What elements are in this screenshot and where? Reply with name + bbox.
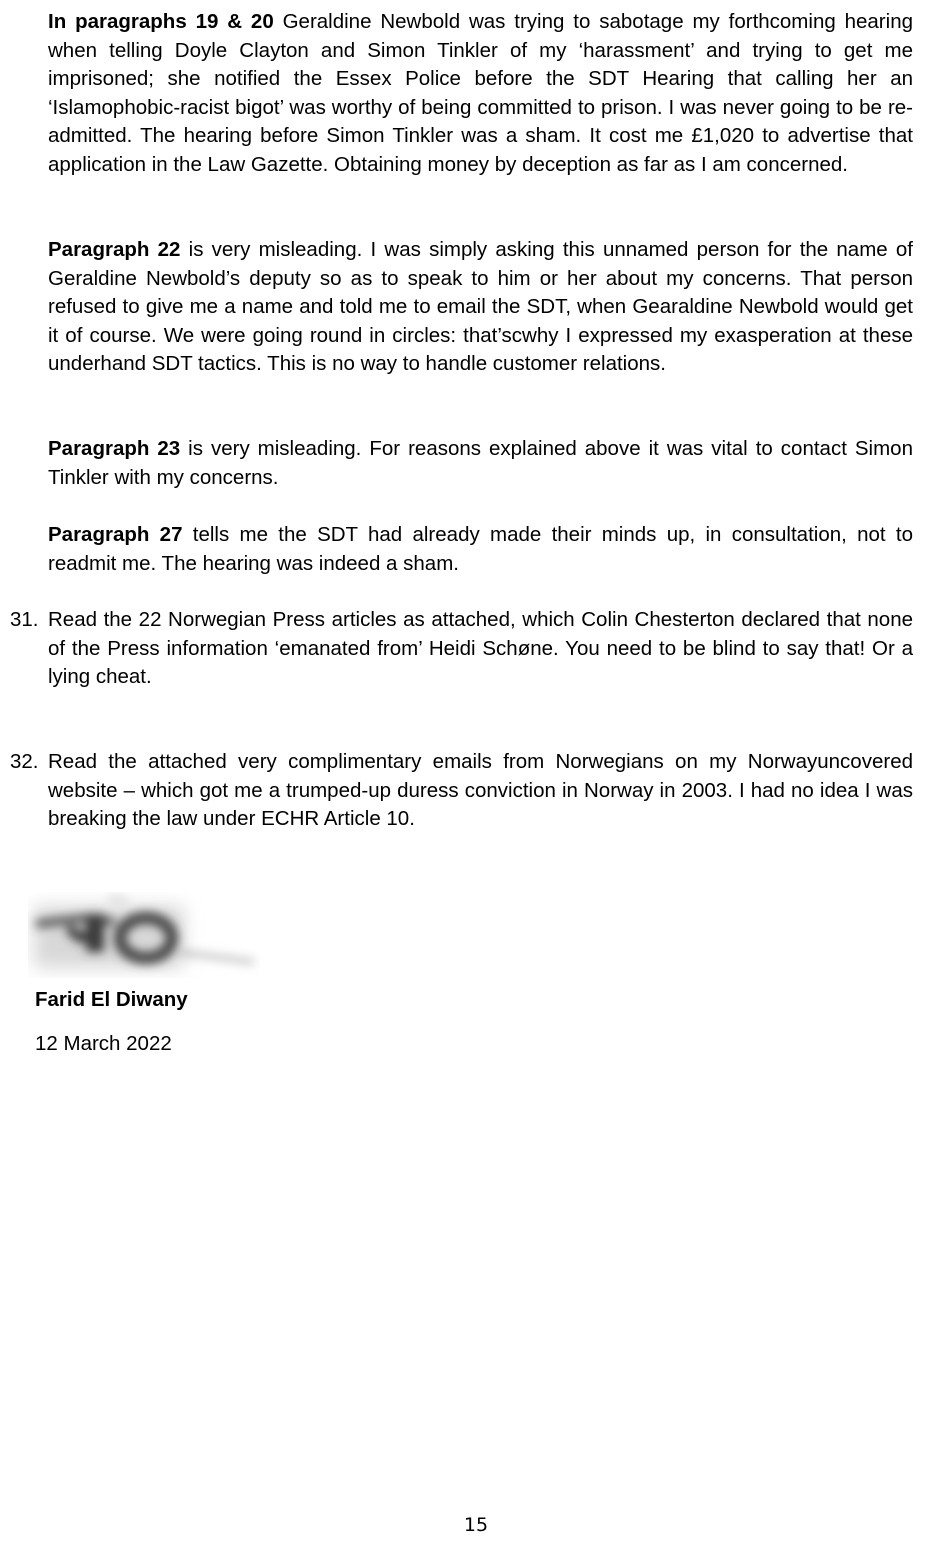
paragraph-19-20 xyxy=(48,8,913,180)
signature-date: 12 March 2022 xyxy=(35,1032,172,1055)
paragraph-23 xyxy=(48,435,913,492)
item-text-31: Read the 22 Norwegian Press articles as attached, which Colin Chesterton declared that none of the Press information ‘emanated from’ Heidi Schøne. You need to be blind to say that! Or a lying cheat. xyxy=(48,608,913,689)
item-number-32: 32. xyxy=(10,750,39,773)
paragraph-text: Geraldine Newbold was trying to sabotage my forthcoming hearing when telling Doyle Clayton and Simon Tinkler of my ‘harassment’ and trying to get me imprisoned; she notified the Essex Police before the SDT Hearing that calling her an ‘Islamophobic-racist bigot’ was worthy of being committed to prison. I was never going to be re-admitted. The hearing before Simon Tinkler was a sham. It cost me £1,020 to advertise that application in the Law Gazette. Obtaining money by deception as far as I am concerned. xyxy=(48,10,913,176)
paragraph-text: tells me the SDT had already made their minds up, in consultation, not to readmit me. The hearing was indeed a sham. xyxy=(48,523,913,575)
item-number-31: 31. xyxy=(10,608,39,631)
item-text-32: Read the attached very complimentary emails from Norwegians on my Norwayuncovered website – which got me a trumped-up duress conviction in Norway in 2003. I had no idea I was breaking the law under ECHR Article 10. xyxy=(48,750,913,831)
paragraph-lead: Paragraph 22 xyxy=(48,238,181,261)
paragraph-text: is very misleading. For reasons explained above it was vital to contact Simon Tinkler with my concerns. xyxy=(48,437,913,489)
paragraph-text: is very misleading. I was simply asking this unnamed person for the name of Geraldine Newbold’s deputy so as to speak to him or her about my concerns. That person refused to give me a name and told me to email the SDT, when Gearaldine Newbold would get it of course. We were going round in circles: that’scwhy I expressed my exasperation at these underhand SDT tactics. This is no way to handle customer relations. xyxy=(48,238,913,376)
handwritten-signature xyxy=(28,892,260,978)
paragraph-lead: Paragraph 27 xyxy=(48,523,183,546)
paragraph-lead: Paragraph 23 xyxy=(48,437,181,460)
paragraph-27 xyxy=(48,521,913,578)
paragraph-22 xyxy=(48,236,913,379)
paragraph-lead: In paragraphs 19 & 20 xyxy=(48,10,274,33)
page-number: 15 xyxy=(463,1514,489,1536)
signatory-name: Farid El Diwany xyxy=(35,988,188,1011)
